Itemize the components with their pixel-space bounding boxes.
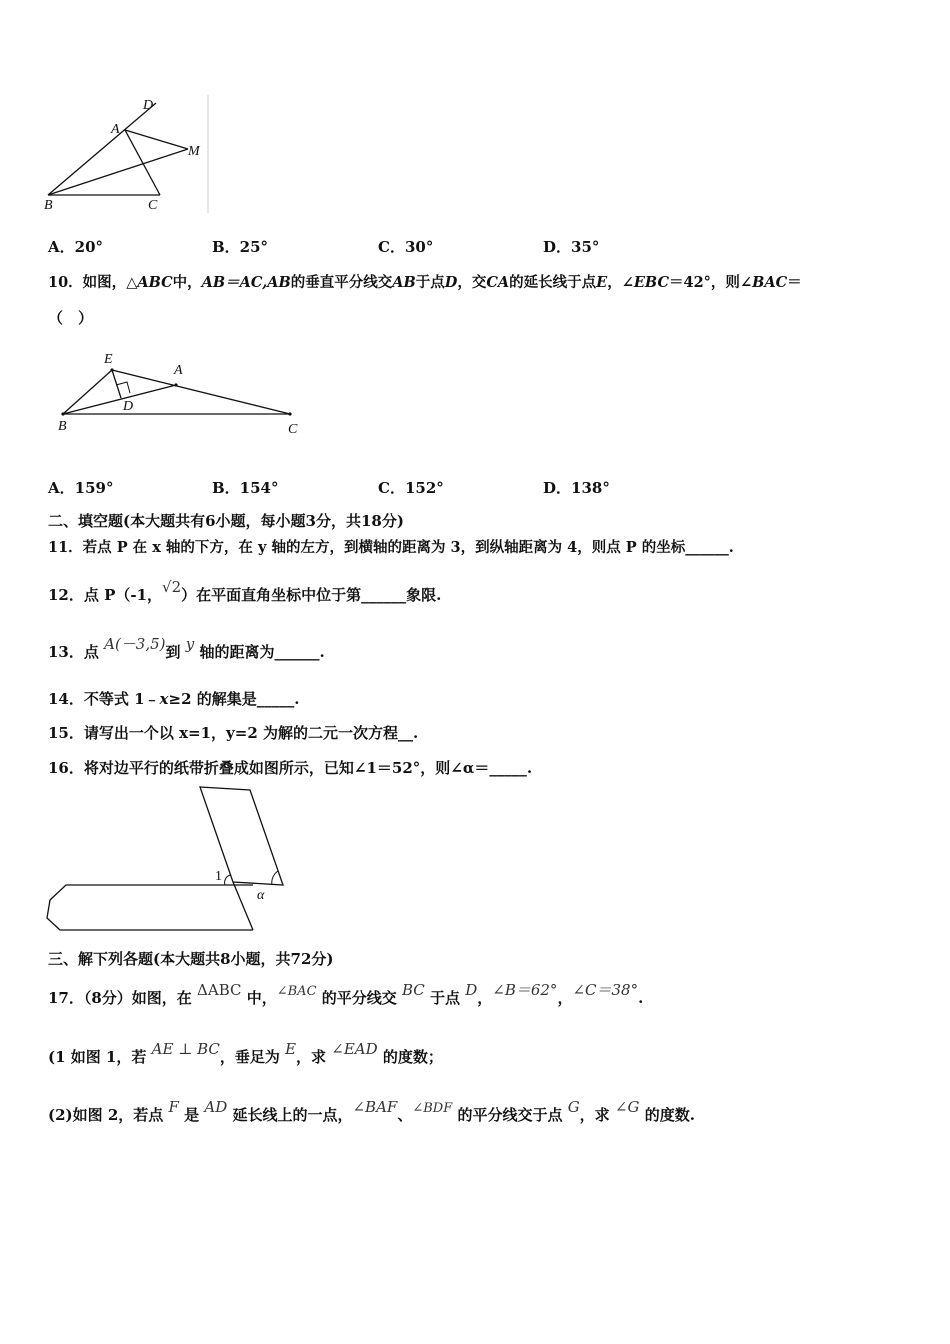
q11-text: 11．若点 P 在 x 轴的下方，在 y 轴的左方，到横轴的距离为 3，到纵轴距离为 4，则点 P 的坐标______.: [48, 539, 734, 556]
label-a: A: [174, 363, 183, 378]
q9-option-c: C．30°: [378, 238, 434, 256]
q17-stem: 17．（8分）如图，在 ΔABC 中，∠BAC 的平分线交 BC 于点 D，∠B＝62°，∠C＝38°.: [48, 981, 644, 1007]
strip-vertical: [200, 787, 283, 885]
q10-bracket: （ ）: [48, 309, 94, 327]
q12-text: 12．点 P（-1，√2）在平面直角坐标中位于第______象限.: [48, 578, 442, 604]
q13-point: A(－3,5): [104, 635, 166, 653]
section-3-title: 三、解下列各题(本大题共8小题，共72分): [48, 950, 334, 968]
q17-part-1: (1 如图 1，若 AE ⊥ BC，垂足为 E，求 ∠EAD 的度数；: [48, 1040, 443, 1066]
line-bm: [48, 149, 188, 195]
label-b: B: [44, 198, 53, 213]
label-a: A: [111, 122, 120, 137]
q9-option-b: B．25°: [212, 238, 269, 256]
label-c: C: [288, 422, 298, 437]
line-am: [125, 130, 188, 149]
q15-text: 15．请写出一个以 x=1，y=2 为解的二元一次方程__.: [48, 724, 419, 742]
line-ec: [112, 370, 290, 414]
q10-option-b: B．154°: [212, 479, 279, 497]
label-c: C: [148, 198, 158, 213]
q10-option-a: A．159°: [48, 479, 114, 497]
line-bd: [48, 103, 156, 195]
label-angle-1: 1: [215, 869, 222, 884]
figure-q9: [40, 95, 215, 215]
q10-stem: 10．如图，△ABC中，AB＝AC,AB的垂直平分线交AB于点D，交CA的延长线于点E，∠EBC＝42°，则∠BAC＝: [48, 274, 802, 291]
label-angle-alpha: α: [257, 888, 265, 903]
label-b: B: [58, 419, 67, 434]
q10-option-d: D．138°: [543, 479, 610, 497]
q17-part-2: (2)如图 2，若点 F 是 AD 延长线上的一点，∠BAF、∠BDF 的平分线交于点 G，求 ∠G 的度数.: [48, 1098, 695, 1124]
q9-option-a: A．20°: [48, 238, 104, 256]
q16-text: 16．将对边平行的纸带折叠成如图所示，已知∠1＝52°，则∠α＝_____.: [48, 759, 533, 777]
strip-horizontal: [47, 885, 253, 930]
q9-option-d: D．35°: [543, 238, 600, 256]
line-ac: [125, 130, 160, 195]
figure-q16: [40, 782, 300, 934]
label-m: M: [188, 144, 200, 159]
q14-text: 14．不等式 1﹣x≥2 的解集是_____.: [48, 690, 300, 708]
figure-q10: [50, 348, 310, 438]
q13-axis: y: [185, 635, 195, 653]
label-e: E: [104, 352, 113, 367]
q10-option-c: C．152°: [378, 479, 444, 497]
section-2-title: 二、填空题(本大题共有6小题，每小题3分，共18分): [48, 512, 404, 530]
label-d: D: [123, 399, 134, 414]
q13-text: 13．点 A(－3,5)到 y 轴的距离为______.: [48, 635, 325, 661]
q12-math: √2: [162, 578, 182, 596]
fold-line: [233, 882, 253, 930]
label-d: D: [143, 98, 154, 113]
